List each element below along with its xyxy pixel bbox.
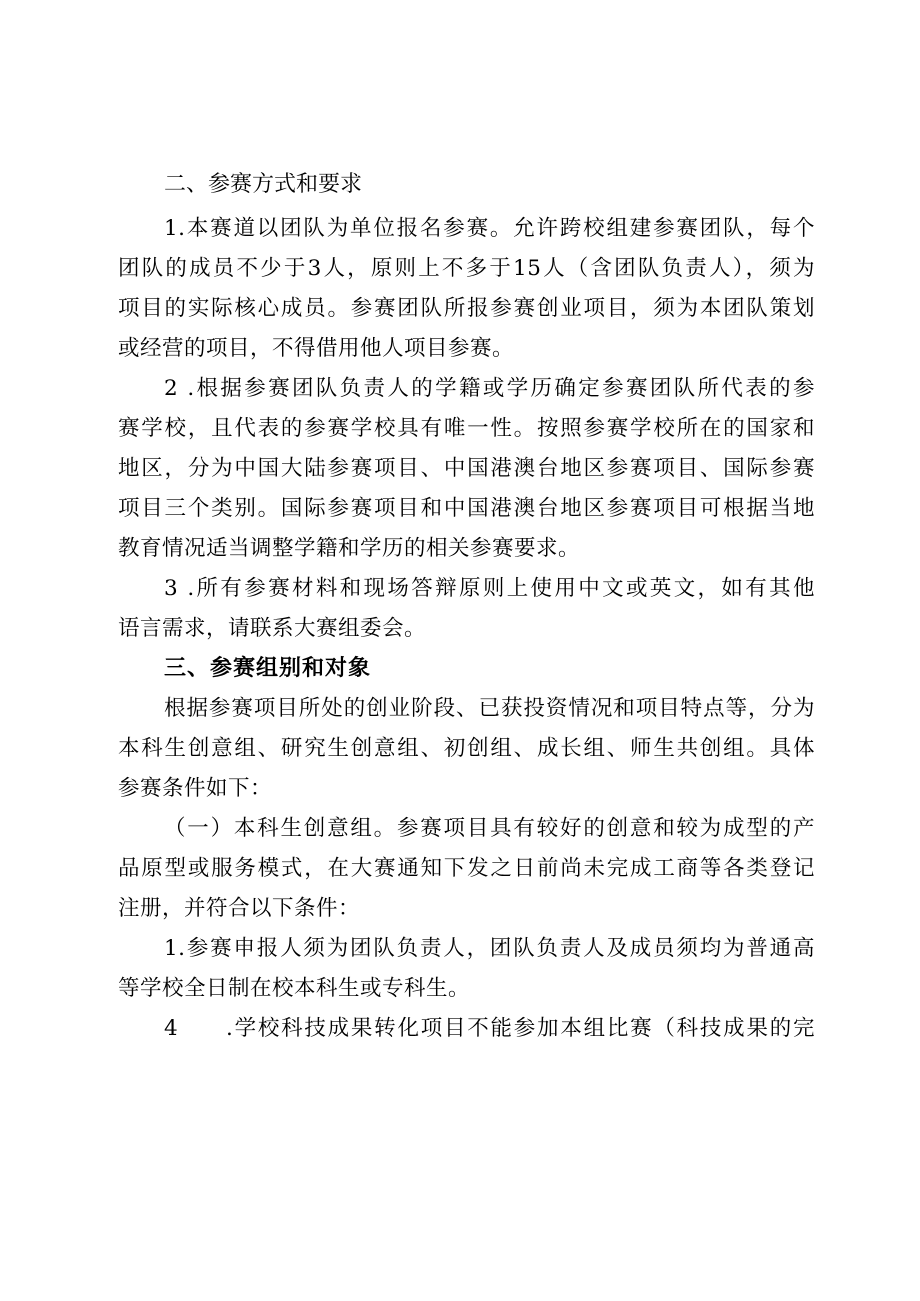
section-2-paragraph-1 [118,209,815,369]
section-2-paragraph-2 [118,369,815,569]
paragraph-line: 地区，分为中国大陆参赛项目、中国港澳台地区参赛项目、国际参赛 [118,456,815,481]
section-2-heading: 二、参赛方式和要求 [164,172,363,197]
paragraph-line: 或经营的项目，不得借用他人项目参赛。 [118,336,515,361]
paragraph-line: 团队的成员不少于3人，原则上不多于15人（含团队负责人），须为 [118,256,815,281]
paragraph-line: 3 .所有参赛材料和现场答辩原则上使用中文或英文，如有其他 [164,576,815,601]
paragraph-line: 教育情况适当调整学籍和学历的相关参赛要求。 [118,536,581,561]
paragraph-line: 语言需求，请联系大赛组委会。 [118,616,427,641]
section-3-paragraph-4 [118,1009,815,1049]
section-2-paragraph-3 [118,569,815,649]
paragraph-line: 本科生创意组、研究生创意组、初创组、成长组、师生共创组。具体 [118,736,815,761]
section-3-paragraph-1 [118,689,815,809]
paragraph-line: 项目的实际核心成员。参赛团队所报参赛创业项目，须为本团队策划 [118,296,815,321]
paragraph-line: 根据参赛项目所处的创业阶段、已获投资情况和项目特点等，分为 [164,696,815,721]
paragraph-line: 品原型或服务模式，在大赛通知下发之日前尚未完成工商等各类登记 [118,856,815,881]
section-3-paragraph-2 [118,809,815,929]
paragraph-line: 参赛条件如下： [118,776,273,801]
paragraph-line: 4 .学校科技成果转化项目不能参加本组比赛（科技成果的完 [164,1016,815,1041]
section-3-heading: 三、参赛组别和对象 [164,656,372,681]
paragraph-line: 赛学校，且代表的参赛学校具有唯一性。按照参赛学校所在的国家和 [118,416,815,441]
paragraph-line: （一）本科生创意组。参赛项目具有较好的创意和较为成型的产 [164,816,815,841]
paragraph-line: 1.本赛道以团队为单位报名参赛。允许跨校组建参赛团队，每个 [164,216,815,241]
document-page [118,165,815,1049]
paragraph-line: 等学校全日制在校本科生或专科生。 [118,976,471,1001]
paragraph-line: 注册，并符合以下条件： [118,896,361,921]
paragraph-line: 项目三个类别。国际参赛项目和中国港澳台地区参赛项目可根据当地 [118,496,815,521]
paragraph-line: 2 .根据参赛团队负责人的学籍或学历确定参赛团队所代表的参 [164,376,815,401]
paragraph-line: 1.参赛申报人须为团队负责人，团队负责人及成员须均为普通高 [164,936,815,961]
section-3-paragraph-3 [118,929,815,1009]
